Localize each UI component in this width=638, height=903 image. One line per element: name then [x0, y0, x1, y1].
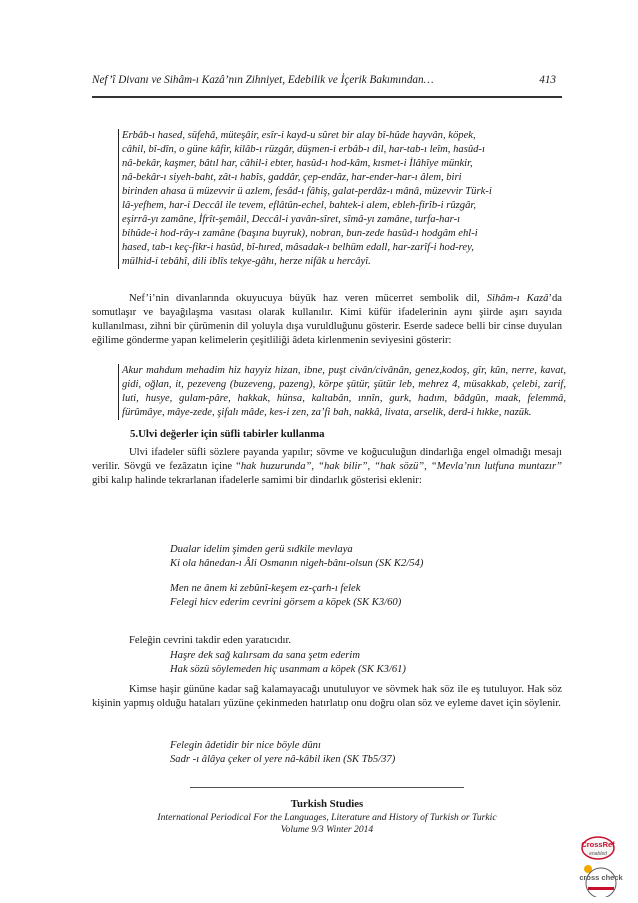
work-title: Sihâm-ı Kazâ — [486, 293, 549, 304]
journal-subtitle-block — [92, 812, 562, 836]
quote-line: birinden ahasa ü müzevvir ü azlem, fesâd-ı fâhiş, galat-perdâz-ı mânâ, müzevvir Türk-i — [122, 186, 492, 197]
footer-rule — [190, 787, 464, 788]
verse-line: Felegi hicv ederim cevrini görsem a köpek (SK K3/60) — [170, 596, 402, 608]
quote-line: nâ-bekâr, kaşmer, bâtıl har, câhil-i ebter, hasûd-ı hod-kâm, kısmet-i İlâhîye münkir, — [122, 158, 473, 169]
verse-line: Ki ola hânedan-ı Âli Osmanın nigeh-bânı-olsun (SK K2/54) — [170, 557, 424, 569]
paragraph-text: Nef’i’nin divanlarında okuyucuya büyük haz veren mücerret sembolik dil, — [129, 293, 487, 304]
page-number: 413 — [539, 74, 556, 86]
verse-couplet-2 — [170, 582, 401, 609]
quote-line: câhil, bî-dîn, o güne kâfir, kilâb-ı rüzgâr, düşmen-i erbâb-ı dil, har-tab-ı leîm, hasûd-ı — [122, 144, 485, 155]
quote-line: lâ-yefhem, har-i Deccâl ile tevem, eflâtûn-echel, bahtek-i alem, ebleh-firîb-i rûzgâr, — [122, 200, 476, 211]
paragraph-text: ’da somutlaşır ve bayağılaşma vasıtası olarak kullanılır. Kimi küfür ifadelerinin aynı şiirde aşırı sayıda kullanılması, zihni bir çürümenin dil yoluyla dışa vuruldluğunu gösterir. Eserde sadece belli bir cinse duyulan eğilime gönderme yapan kelimelerin çeşitliliği âdeta kirlenmenin seviyesini gösterir: — [92, 293, 562, 347]
paragraph-text: Feleğin cevrini takdir eden yaratıcıdır. — [129, 635, 292, 646]
verse-couplet-1 — [170, 543, 423, 570]
journal-name: Turkish Studies — [290, 798, 364, 810]
verse-line: Sadr -ı âlâya çeker ol yere nâ-kâbil iken (SK Tb5/37) — [170, 753, 396, 765]
paragraph-judgment-day — [92, 683, 562, 711]
crossref-label: CrossRef — [581, 840, 615, 849]
paragraph-symbolic-language — [92, 292, 562, 348]
quote-line: mülhid-i tebâhî, dili iblîs tekye-gâhı, herze nifâk u hercâyî. — [122, 256, 371, 267]
section-heading: 5.Ulvi değerler için süfli tabirler kullanma — [130, 428, 325, 440]
journal-subtitle: International Periodical For the Languages, Literature and History of Turkish or Turkic — [157, 812, 497, 823]
verse-line: Dualar idelim şimden gerü sıdkile mevlaya — [170, 544, 353, 555]
paragraph-text: Kimse haşir gününe kadar sağ kalamayacağı unutuluyor ve sövmek hak söz ile eş tutuluyor. Hak söz kişinin yapmış olduğu hataları yüzüne çekinmeden hatırlatıp onu doğru olan söz ve eyleme davet için söylenir. — [92, 684, 562, 710]
running-head — [92, 74, 562, 90]
crosscheck-label: cross check — [579, 873, 623, 882]
quote-text: Akur mahdum mehadim hiz hayyiz hizan, ibne, puşt civân/civânân, genez,kodoş, gîr, kûn, nerre, kavat, gidi, oğlan, it, pezeveng (buzeveng, pazeng), körpe şütür, şütür leb, mehrez 4, müsakkab, çelebi, zarif, luti, husye, gulam-pâre, hakkak, hünsa, kaltabân, ınnîn, gurk, hadım, bâdgûn, maak, felemmâ, fürûmâye, mâye-zede, şifalı mâde, kes-i zen, za’fi bah, nakkâ, livata, arselik, derd-i hıkke, nazük. — [122, 365, 566, 418]
verse-line: Men ne ânem ki zebûnî-keşem ez-çarh-ı felek — [170, 583, 361, 594]
crossref-logo-icon — [578, 835, 624, 897]
verse-couplet-3 — [170, 649, 406, 676]
verse-line: Hak sözü söylemeden hiç usanmam a köpek (SK K3/61) — [170, 663, 406, 675]
running-title: Nef’î Divanı ve Sihâm-ı Kazâ’nın Zihniyet, Edebilik ve İçerik Bakımından… — [92, 74, 434, 86]
quote-line: eşirrâ-yı zamâne, İfrît-şemâil, Deccâl-i yavân-sîret, sîmâ-yı zamâne, turfa-har-ı — [122, 214, 461, 225]
verse-couplet-4 — [170, 739, 395, 766]
header-rule — [92, 96, 562, 98]
crossref-crosscheck-logo — [578, 835, 624, 897]
verse-line: Felegin âdetidir bir nice böyle dûnı — [170, 740, 321, 751]
quote-line: hased, tab-ı keç-fikr-i hasûd, bî-hıred, mâsadak-ı belhüm edall, har-zarîf-i hod-rey, — [122, 242, 474, 253]
crossref-enabled-label: enabled — [589, 851, 607, 857]
block-quote-insults — [118, 129, 564, 269]
block-quote-word-list — [118, 364, 566, 420]
paragraph-text: gibi kalıp halinde tekrarlanan ifadelerle samimi bir dindarlık gösterisi eklenir: — [92, 475, 422, 487]
paragraph-fate-creator — [129, 634, 559, 648]
quote-line: nâ-bekâr-ı siyeh-baht, zât-ı habîs, gaddâr, çep-endâz, har-ender-har-ı âlem, biri — [122, 172, 462, 183]
quoted-phrases: hak huzurunda”, “hak bilir”, “hak sözü”, “Mevla’nın lutfuna muntazır” — [240, 461, 562, 473]
quote-line: Erbâb-ı hased, süfehâ, müteşâir, esîr-i kayd-u sûret bir alay bî-hûde hayvân, köpek, — [122, 130, 476, 141]
quote-line: bihûde-i hod-rây-ı zamâne (başına buyruk), nobran, bun-zede hasûd-ı hodgâm ehl-i — [122, 228, 478, 239]
paragraph-religious-phrases — [92, 446, 562, 488]
journal-volume: Volume 9/3 Winter 2014 — [280, 824, 374, 835]
paragraph-text: Ulvi ifadeler süfli sözlere payanda yapılır; sövme ve koğuculuğun dindarlığa engel olmadığı mesajı verilir. Sövgü ve fezâzatın içine “ — [92, 447, 562, 473]
verse-line: Haşre dek sağ kalırsam da sana şetm ederim — [170, 650, 360, 661]
